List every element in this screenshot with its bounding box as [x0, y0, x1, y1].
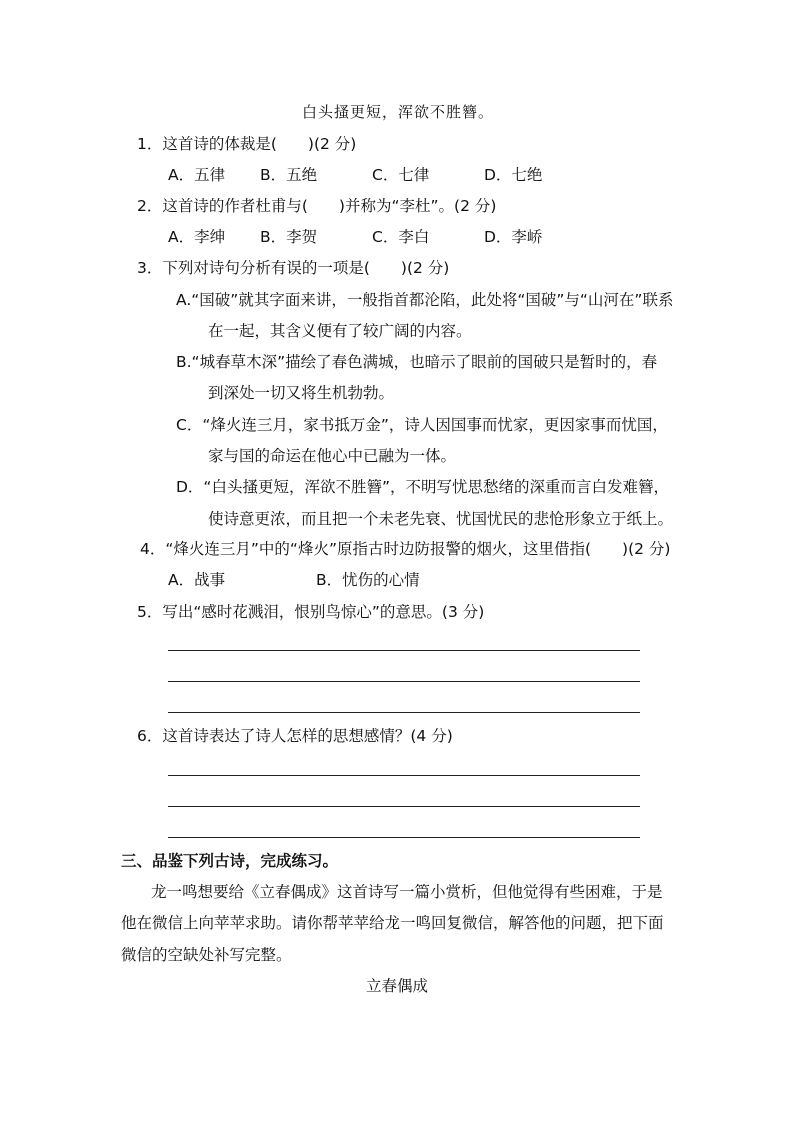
- q4-option-b: B．忧伤的心情: [316, 571, 420, 589]
- q3-option-d-line1: D．“白头搔更短，浑欲不胜簪”，不明写忧思愁绪的深重而言白发难簪，: [176, 478, 669, 496]
- q3-option-b-line2: 到深处一切又将生机勃勃。: [208, 384, 395, 402]
- q3-option-d-line2: 使诗意更浓，而且把一个未老先衰、忧国忧民的悲怆形象立于纸上。: [208, 510, 674, 528]
- q3-option-c-line1: C．“烽火连三月，家书抵万金”，诗人因国事而忧家，更因家事而忧国，: [176, 416, 668, 434]
- q2-option-c: C．李白: [372, 228, 430, 246]
- poem-tail-line: 白头搔更短，浑欲不胜簪。: [302, 103, 495, 121]
- q1-option-a: A．五律: [168, 166, 226, 184]
- q3-option-a-line1: A.“国破”就其字面来讲，一般指首都沦陷，此处将“国破”与“山河在”联系: [176, 291, 674, 309]
- section-3-intro-line-2: 他在微信上向苹苹求助。请你帮苹苹给龙一鸣回复微信，解答他的问题，把下面: [121, 914, 664, 932]
- section-3-intro-line-3: 微信的空缺处补写完整。: [121, 946, 292, 964]
- q3-option-b-line1: B.“城春草木深”描绘了春色满城，也暗示了眼前的国破只是暂时的，春: [176, 353, 658, 371]
- q2-option-b: B．李贺: [260, 228, 318, 246]
- q3-option-a-line2: 在一起，其含义便有了较广阔的内容。: [208, 322, 472, 340]
- q6-answer-line-1[interactable]: [168, 775, 640, 776]
- q4-option-a: A．战事: [168, 571, 226, 589]
- q2-option-a: A．李绅: [168, 228, 226, 246]
- q2-option-d: D．李峤: [484, 228, 543, 246]
- q1-option-b: B．五绝: [260, 166, 318, 184]
- q1-option-c: C．七律: [372, 166, 430, 184]
- poem-title: 立春偶成: [366, 977, 429, 995]
- question-2-stem: 2．这首诗的作者杜甫与( )并称为“李杜”。(2 分): [137, 197, 497, 215]
- question-1-stem: 1．这首诗的体裁是( )(2 分): [137, 135, 357, 153]
- q3-option-c-line2: 家与国的命运在他心中已融为一体。: [208, 447, 457, 465]
- q1-option-d: D．七绝: [484, 166, 543, 184]
- q5-answer-line-1[interactable]: [168, 650, 640, 651]
- q6-answer-line-2[interactable]: [168, 806, 640, 807]
- question-3-stem: 3．下列对诗句分析有误的一项是( )(2 分): [137, 259, 450, 277]
- question-6-stem: 6．这首诗表达了诗人怎样的思想感情？(4 分): [137, 727, 453, 745]
- question-4-stem: 4．“烽火连三月”中的“烽火”原指古时边防报警的烟火，这里借指( )(2 分): [140, 540, 671, 558]
- section-3-intro-line-1: 龙一鸣想要给《立春偶成》这首诗写一篇小赏析，但他觉得有些困难，于是: [151, 883, 663, 901]
- q6-answer-line-3[interactable]: [168, 837, 640, 838]
- q5-answer-line-3[interactable]: [168, 712, 640, 713]
- section-3-heading: 三、品鉴下列古诗，完成练习。: [121, 852, 339, 870]
- q5-answer-line-2[interactable]: [168, 681, 640, 682]
- question-5-stem: 5．写出“感时花溅泪，恨别鸟惊心”的意思。(3 分): [137, 603, 485, 621]
